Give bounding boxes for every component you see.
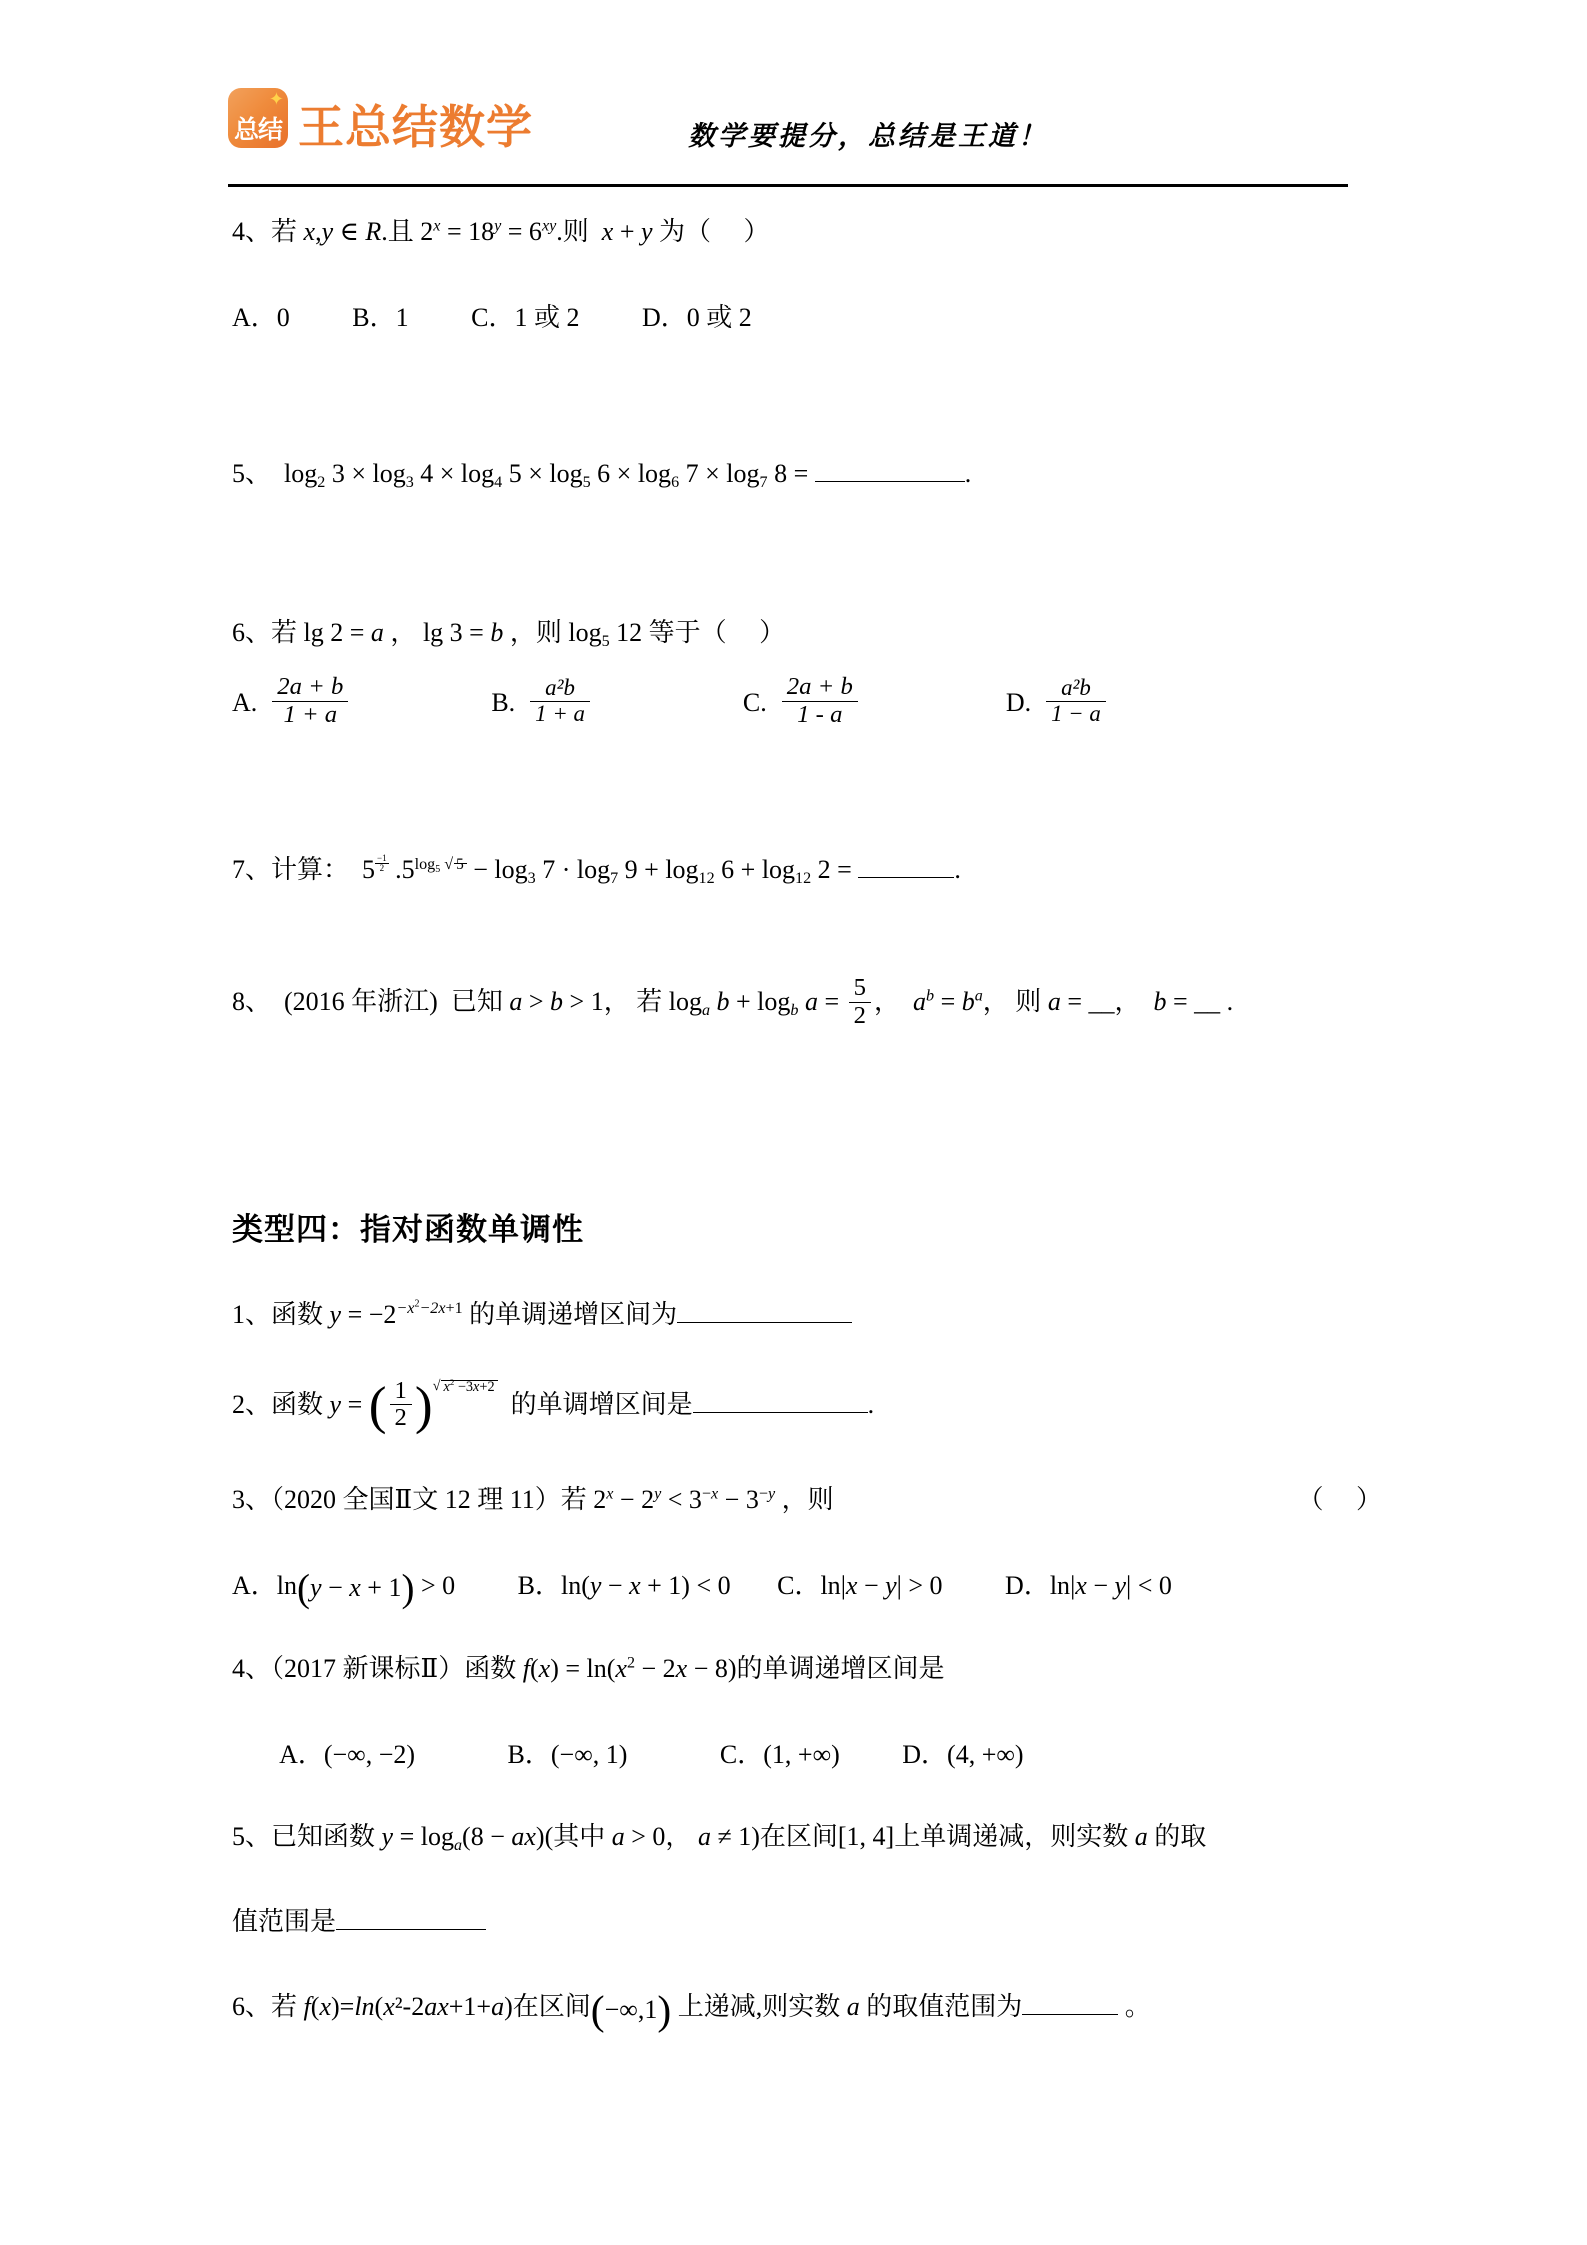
section-item-3-options (232, 1565, 1382, 1610)
worksheet-content (232, 212, 1382, 2033)
answer-blank[interactable] (815, 481, 965, 482)
page-header (228, 78, 1348, 160)
question-7-stem: 7、计算： 5 $^{\frac{-1}{2}}$ $.5^{log_5 √ 5} - \log_3 7 \cdot \log_7 9 + \log_{12} 6 + \log_{12} 2$ = . (232, 852, 961, 888)
option-c: C. $\frac{2a + b}{1 - a}$ (743, 676, 861, 730)
option-b-numerator: a²b (530, 676, 590, 702)
option-d-denominator: 1 − a (1051, 700, 1101, 726)
section-item-6: 6、若 f(x)=ln(x²-2ax+1+a)在区间(−∞,1) 上递减,则实数 a 的取值范围为 。 (232, 1986, 1151, 2033)
option-a-denominator: 1 + a (283, 700, 338, 728)
option-b: B. $\frac{\text{a²b}}{1 + a}$ (491, 678, 593, 728)
header-divider (228, 184, 1348, 187)
option-d: D. $\frac{\text{a²b}}{1 - a}$ (1006, 678, 1109, 728)
option-c: C．(1, +∞) (719, 1740, 840, 1770)
option-c-denominator: 1 - a (797, 700, 843, 728)
section-item-3: 3、（2020 全国Ⅱ文 12 理 11）若 $2^x - 2^y < 3^{-x} - 3^{-y}$ ，则 （ ） (232, 1480, 1382, 1519)
answer-blank[interactable] (336, 1929, 486, 1930)
answer-blank[interactable] (858, 877, 954, 878)
question-6-options (232, 673, 1382, 730)
section-item-4: 4、（2017 新课标Ⅱ）函数 $f(x) = \ln(x^2 - 2x - 8)$的单调递增区间是 (232, 1654, 945, 1684)
section-item-5: 5、已知函数 $y = \log_a(8 - ax)$(其中 a > 0， a ≠ 1)在区间[1, 4]上单调递减，则实数 a 的取 (232, 1822, 1207, 1854)
brand-name: 王总结数学 (298, 100, 533, 154)
logo-mark-label: 总结 (233, 115, 282, 144)
option-b: B．(−∞, 1) (507, 1740, 628, 1770)
question-4-options (232, 297, 1382, 334)
section-item-2: 2、函数 y = ( $\frac{1}{2}$ )$^{√ x^2 -3x+2}$ 的单调增区间是 . (232, 1376, 875, 1436)
option-c-numerator: 2a + b (782, 674, 858, 702)
option-d-numerator: a²b (1046, 676, 1106, 702)
option-a: A．0 (232, 303, 290, 332)
answer-blank[interactable] (677, 1322, 852, 1323)
answer-bracket: （ ） (1297, 1485, 1382, 1515)
answer-blank[interactable] (693, 1412, 868, 1413)
option-b: B．1 (352, 303, 409, 332)
sparkle-icon: ✦ (268, 89, 284, 109)
option-c: C．ln|x − y| > 0 (777, 1571, 943, 1601)
answer-blank[interactable] (1022, 2014, 1118, 2015)
option-d: D．0 或 2 (641, 303, 752, 332)
section-item-4-options (232, 1734, 1382, 1771)
option-b-denominator: 1 + a (535, 700, 585, 726)
question-5-stem: 5、 $\log_2 3 \times \log_3 4 \times \log_4 5 \times \log_5 6 \times \log_6 7 \times \log_7 8$ = . (232, 459, 972, 491)
option-a: A．(−∞, −2) (279, 1740, 416, 1770)
option-d: D．ln|x − y| < 0 (1005, 1571, 1172, 1601)
section-title: 类型四：指对函数单调性 (232, 1211, 584, 1248)
question-6-stem: 6、若 lg 2 = a ， lg 3 = b ，则 $\log_5 12$ 等于（ ） (232, 618, 786, 650)
question-4-stem: 4、若 x,y ∈ R.且 $2^x = 18^y = 6^{xy}$.则 x + y 为（ ） (232, 217, 770, 246)
option-a-numerator: 2a + b (272, 674, 348, 702)
question-8-stem: 8、 (2016 年浙江) 已知 a > b > 1， 若 $\log_a b + \log_b a$ = $\frac{5}{2}$ ， $a^b = b^a$， 则 a = __， b = __ . (232, 974, 1234, 1030)
option-c: C．1 或 2 (471, 303, 580, 332)
option-b: B．ln(y − x + 1) < 0 (517, 1571, 731, 1601)
section-item-1: 1、函数 $y = -2^{-x^2-2x+1}$ 的单调递增区间为 (232, 1295, 1382, 1334)
option-a: A. $\frac{2a + b}{1 + a}$ (232, 676, 351, 730)
option-a: A．ln(y − x + 1) > 0 (232, 1567, 456, 1610)
brand-tagline: 数学要提分，总结是王道！ (688, 121, 1048, 152)
logo-mark-icon (228, 88, 288, 148)
option-d: D．(4, +∞) (902, 1740, 1024, 1770)
section-item-5-cont: 值范围是 (232, 1902, 1382, 1941)
